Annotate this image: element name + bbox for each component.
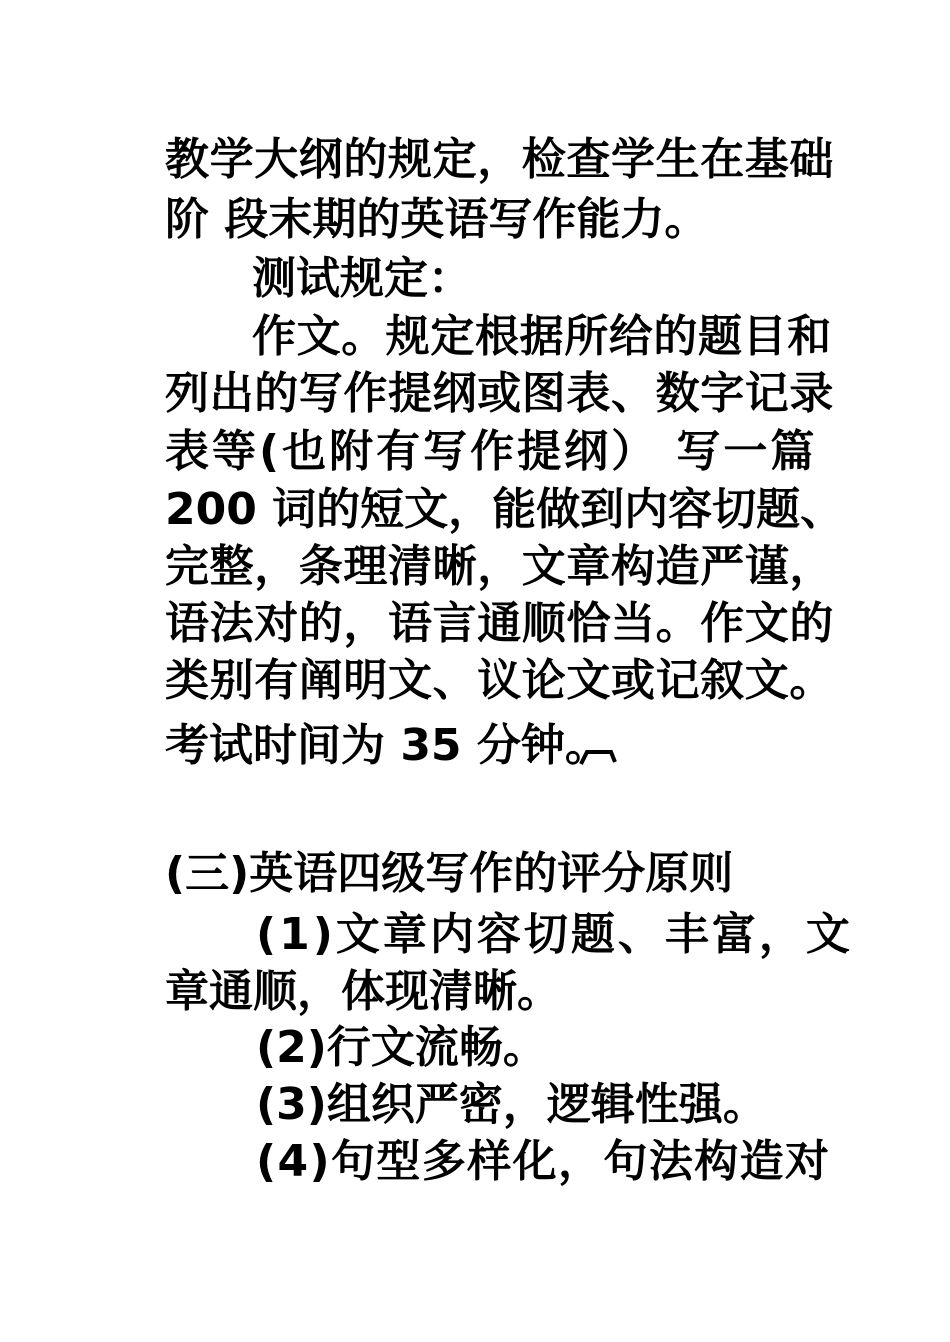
paragraph-line: 作文。规定根据所给的题目和 (252, 311, 832, 362)
exam-time-line: 考试时间为 35 分钟。 (165, 720, 609, 771)
paragraph-line: 阶 段末期的英语写作能力。 (165, 194, 709, 245)
paragraph-line: 语法对的，语言通顺恰当。作文的 (165, 598, 834, 649)
criteria-item: (3)组织严密，逻辑性强。 (256, 1079, 767, 1130)
paragraph-line: 200 词的短文，能做到内容切题、 (165, 484, 845, 535)
criteria-item: 章通顺，体现清晰。 (165, 966, 561, 1017)
criteria-item: (4)句型多样化，句法构造对 (256, 1136, 831, 1187)
paragraph-line: 列出的写作提纲或图表、数字记录 (165, 368, 834, 419)
criteria-item: (2)行文流畅。 (256, 1022, 547, 1073)
paragraph-line: 完整，条理清晰，文章构造严谨， (165, 541, 834, 592)
stray-bracket-mark (577, 746, 621, 766)
section-heading-test-rules: 测试规定： (252, 253, 472, 304)
paragraph-line: 表等(也附有写作提纲） 写一篇 (165, 426, 818, 477)
criteria-item: (1)文章内容切题、丰富，文 (256, 909, 853, 960)
section-heading-scoring-criteria: (三)英语四级写作的评分原则 (165, 848, 734, 899)
paragraph-line: 类别有阐明文、议论文或记叙文。 (165, 655, 834, 706)
paragraph-line: 教学大纲的规定，检查学生在基础 (165, 134, 834, 185)
